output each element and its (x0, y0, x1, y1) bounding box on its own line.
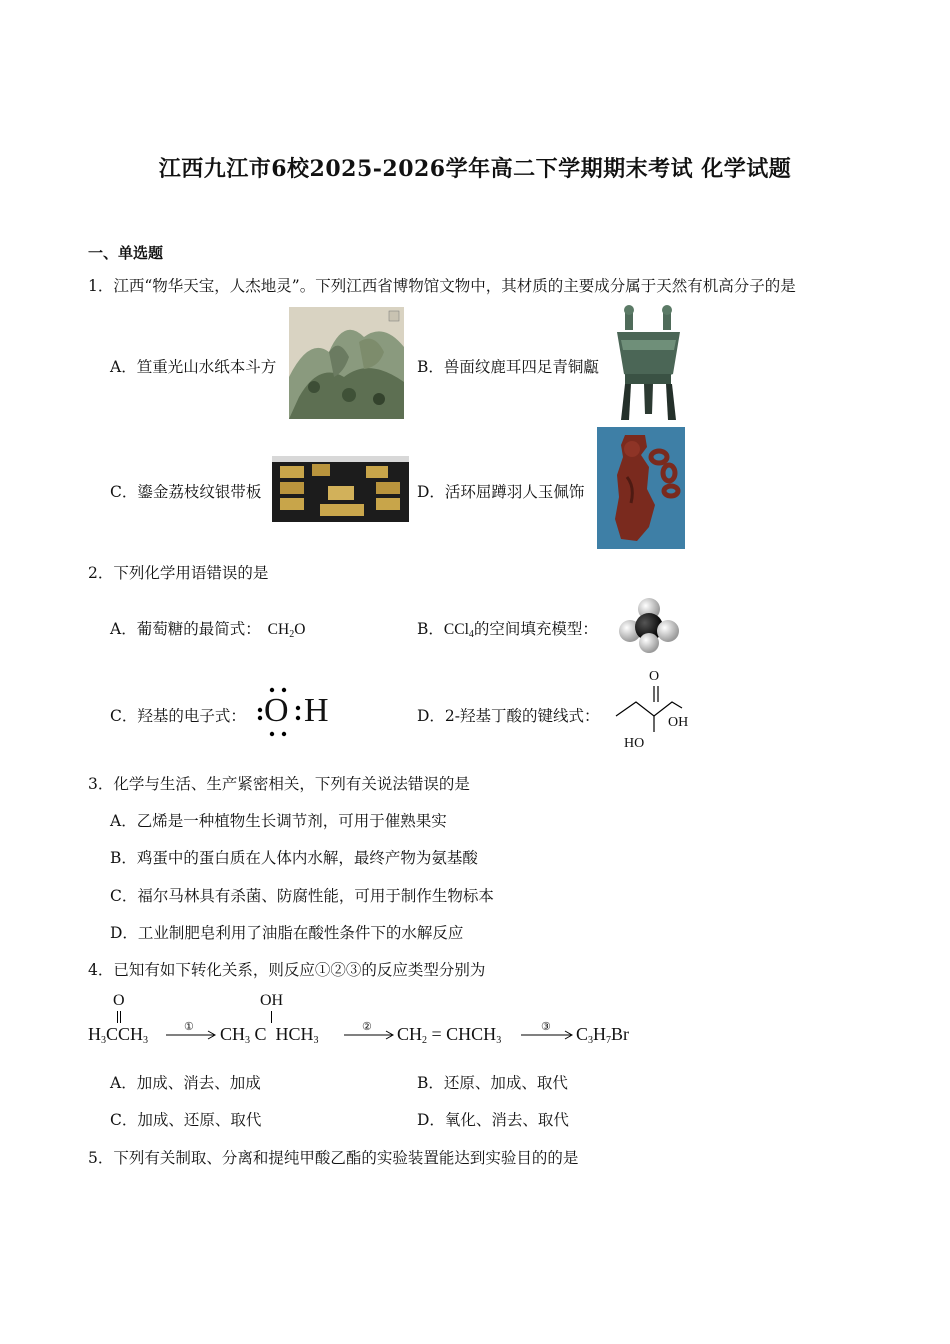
bronze-vessel-image (611, 302, 686, 424)
reaction-step-1: ① (184, 1021, 194, 1033)
hydroxyl-electron-formula (255, 684, 335, 740)
question-5-stem: 5．下列有关制取、分离和提纯甲酸乙酯的实验装置能达到实验目的的是 (88, 1149, 579, 1167)
q3-option-a[interactable]: A．乙烯是一种植物生长调节剂，可用于催熟果实 (110, 812, 447, 830)
question-2-stem: 2．下列化学用语错误的是 (88, 564, 269, 582)
question-4-stem: 4．已知有如下转化关系，则反应①②③的反应类型分别为 (88, 961, 486, 979)
q2-option-c[interactable]: C．羟基的电子式： (110, 707, 246, 725)
q2-option-a[interactable] (110, 617, 305, 639)
isopropanol-formula: $CH_3$ C $HCH_3$ (220, 1024, 319, 1046)
question-3-stem: 3．化学与生活、生产紧密相关，下列有关说法错误的是 (88, 775, 470, 793)
reaction-step-2: ② (362, 1021, 372, 1033)
jade-pendant-image (597, 427, 685, 549)
q3-option-c[interactable]: C．福尔马林具有杀菌、防腐性能，可用于制作生物标本 (110, 887, 494, 905)
section-heading: 一、单选题 (88, 244, 164, 262)
q4-option-c[interactable]: C．加成、还原、取代 (110, 1111, 262, 1129)
page-title: 江西九江市6校2025-2026学年高二下学期期末考试 化学试题 (158, 156, 792, 182)
q2-option-b[interactable] (417, 617, 598, 639)
glucose-empirical-formula: $CH_2O$ (267, 621, 306, 640)
q3-option-d[interactable]: D．工业制肥皂利用了油脂在酸性条件下的水解反应 (110, 924, 464, 942)
carbonyl-oxygen-label: O (649, 669, 660, 684)
q4-option-a[interactable]: A．加成、消去、加成 (110, 1074, 261, 1092)
q1-option-d[interactable]: D．活环屈蹲羽人玉佩饰 (417, 483, 585, 501)
conversion-scheme (86, 992, 656, 1052)
propene-formula: $CH_2$ = $CHCH_3$ (397, 1024, 502, 1046)
q2-option-a-label: A．葡萄糖的最简式： (110, 620, 261, 638)
q4-option-d[interactable]: D．氧化、消去、取代 (417, 1111, 569, 1129)
q3-option-b[interactable]: B．鸡蛋中的蛋白质在人体内水解，最终产物为氨基酸 (110, 849, 478, 867)
q1-option-b[interactable]: B．兽面纹鹿耳四足青铜甗 (417, 358, 599, 376)
isopropanol-oh: OH (260, 992, 284, 1009)
question-1-stem: 1．江西“物华天宝，人杰地灵”。下列江西省博物馆文物中，其材质的主要成分属于天然有机高分子的是 (88, 277, 796, 295)
bromopropane-formula: $C_3H_7Br$ (576, 1024, 630, 1046)
hydroxybutanoic-acid-skeletal-formula (610, 668, 700, 756)
q1-option-c[interactable]: C．鎏金荔枝纹银带板 (110, 483, 262, 501)
acetone-formula: $H_3CCH_3$ (88, 1024, 149, 1046)
gilded-silver-belt-plates-image (272, 456, 409, 522)
reaction-step-3: ③ (541, 1021, 551, 1033)
landscape-painting-image (289, 307, 404, 419)
carboxyl-oh-label: OH (668, 715, 689, 730)
q2-option-d[interactable]: D．2-羟基丁酸的键线式： (417, 707, 600, 725)
q1-option-a[interactable]: A．笪重光山水纸本斗方 (110, 358, 277, 376)
hydroxyl-ho-label: HO (624, 736, 645, 751)
q4-option-b[interactable]: B．还原、加成、取代 (417, 1074, 568, 1092)
oxygen-symbol: O (264, 692, 289, 729)
acetone-carbonyl-o: O (113, 992, 125, 1009)
q2-option-b-label: 的空间填充模型： (473, 620, 598, 638)
q2-option-b-prefix: B． (417, 620, 444, 638)
ccl4-formula: CCl$_4$ (443, 621, 474, 640)
space-filling-model-icon (618, 597, 680, 655)
hydrogen-symbol: H (304, 692, 329, 729)
